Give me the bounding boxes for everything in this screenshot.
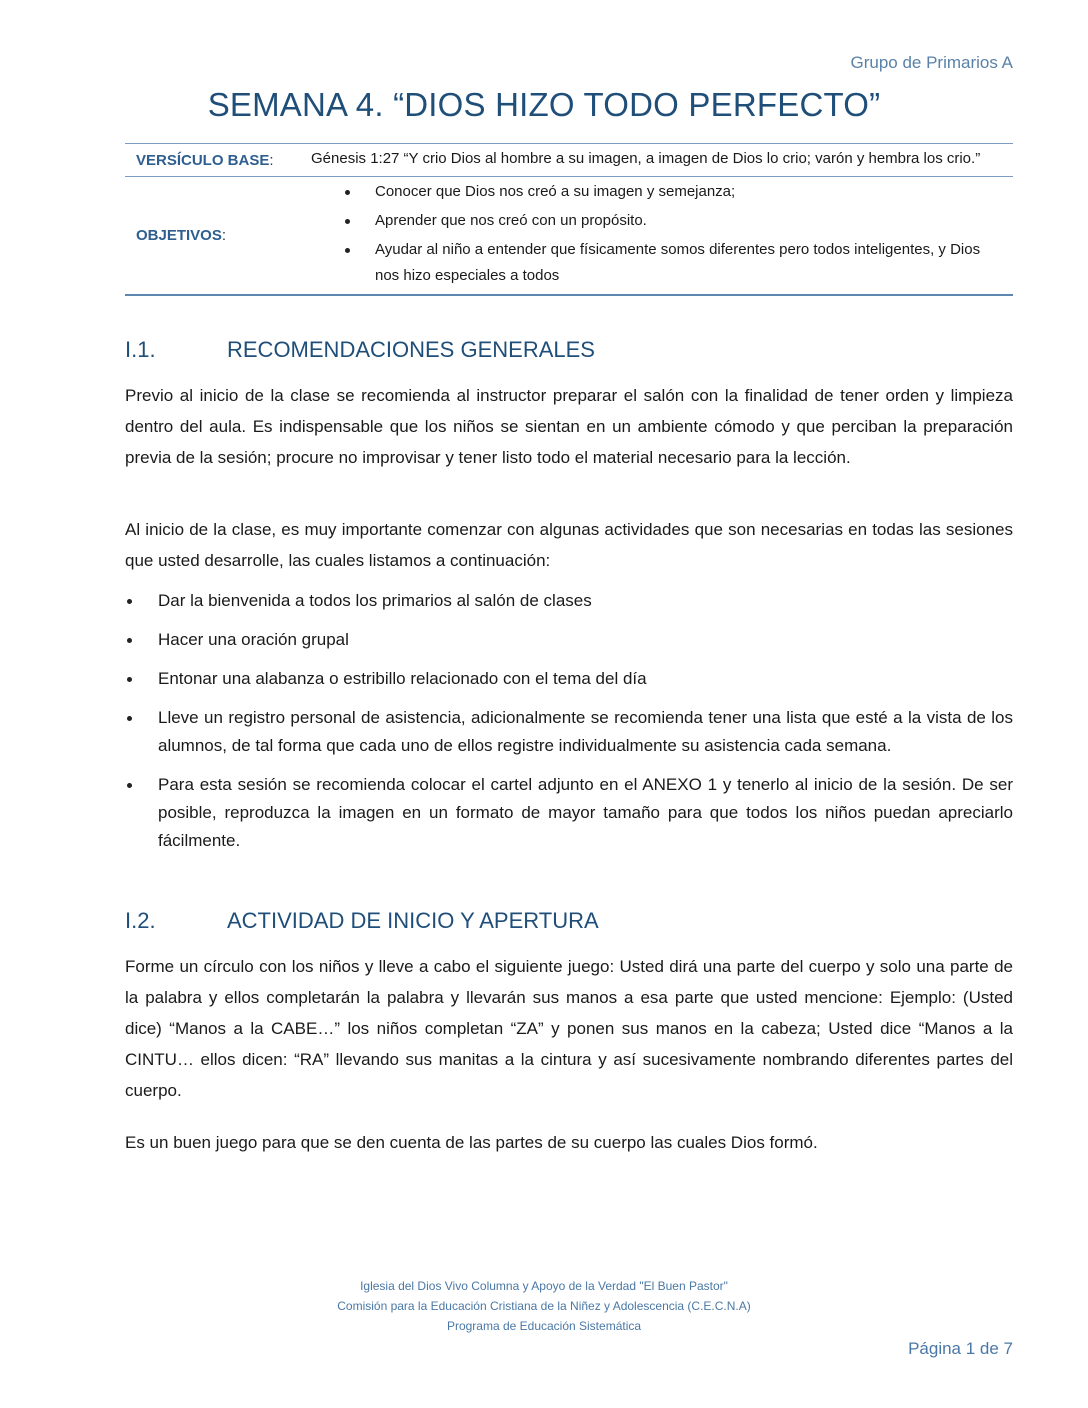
objective-item: [311, 208, 1005, 234]
footer-line3: Programa de Educación Sistemática: [446, 1319, 642, 1333]
footer-line2: Comisión para la Educación Cristiana de la Niñez y Adolescencia (C.E.C.N.A): [337, 1299, 751, 1313]
list-item-text: Lleve un registro personal de asistencia, adicionalmente se recomienda tener una lista que esté a la vista de los alumnos, de tal forma que cada uno de ellos registre individualmente su asistencia cada semana.: [158, 708, 1013, 755]
verse-row: [125, 144, 1013, 176]
list-item: [125, 665, 1013, 693]
section2-paragraph1: Forme un círculo con los niños y lleve a cabo el siguiente juego: Usted dirá una parte del cuerpo y solo una parte de la palabra y ellos completarán la palabra y llevarán sus manos a esa parte que usted mencione: Ejemplo: (Usted dice) “Manos a la CABE…” los niños completan “ZA” y ponen sus manos en la cabeza; Usted dice “Manos a la CINTU… ellos dicen: “RA” llevando sus manitas a la cintura y así sucesivamente nombrando diferentes partes del cuerpo.: [125, 957, 1013, 1100]
list-item: [125, 587, 1013, 615]
list-item-text: Para esta sesión se recomienda colocar el cartel adjunto en el ANEXO 1 y tenerlo al inicio de la sesión. De ser posible, reproduzca la imagen en un formato de mayor tamaño para que todos los niños puedan apreciarlo fácilmente.: [158, 775, 1013, 850]
list-item-text: Hacer una oración grupal: [158, 630, 349, 649]
objective-item: [311, 237, 1005, 289]
bullet-icon: [127, 677, 132, 682]
section1-paragraph2: Al inicio de la clase, es muy importante comenzar con algunas actividades que son necesarias en todas las sesiones que usted desarrolle, las cuales listamos a continuación:: [125, 520, 1013, 570]
objective-text: Ayudar al niño a entender que físicamente somos diferentes pero todos inteligentes, y Dios nos hizo especiales a todos: [375, 241, 981, 284]
objective-text: Aprender que nos creó con un propósito.: [375, 212, 647, 229]
bullet-icon: [127, 783, 132, 788]
footer: [0, 1276, 1088, 1336]
bullet-icon: [345, 248, 350, 253]
section1-bullet-list: [125, 587, 1013, 866]
objectives-row: [125, 176, 1013, 294]
footer-line1: Iglesia del Dios Vivo Columna y Apoyo de la Verdad "El Buen Pastor": [360, 1279, 728, 1293]
verse-label: VERSÍCULO BASE: [136, 151, 270, 169]
objectives-label-colon: :: [221, 227, 227, 244]
bullet-icon: [345, 190, 350, 195]
bullet-icon: [345, 219, 350, 224]
list-item: [125, 771, 1013, 855]
section1-number: I.1.: [125, 337, 156, 362]
list-item: [125, 704, 1013, 760]
section2-heading: [125, 908, 599, 934]
objectives-label-cell: [125, 177, 303, 294]
page-number: Página 1 de 7: [908, 1339, 1013, 1358]
section2-title: ACTIVIDAD DE INICIO Y APERTURA: [227, 908, 599, 933]
section2-paragraph2: Es un buen juego para que se den cuenta de las partes de su cuerpo las cuales Dios formó.: [125, 1133, 818, 1152]
info-table: [125, 143, 1013, 296]
objectives-list: [311, 179, 1005, 289]
group-header: Grupo de Primarios A: [850, 53, 1013, 72]
verse-text: Génesis 1:27 “Y crio Dios al hombre a su imagen, a imagen de Dios lo crio; varón y hembra los crio.”: [311, 150, 981, 167]
section2-number: I.2.: [125, 908, 156, 933]
list-item: [125, 626, 1013, 654]
page-title: SEMANA 4. “DIOS HIZO TODO PERFECTO”: [207, 86, 881, 123]
objective-text: Conocer que Dios nos creó a su imagen y semejanza;: [375, 183, 736, 200]
verse-label-colon: :: [269, 151, 274, 169]
bullet-icon: [127, 716, 132, 721]
objective-item: [311, 179, 1005, 205]
objectives-cell: [303, 177, 1013, 294]
section1-title: RECOMENDACIONES GENERALES: [227, 337, 595, 362]
verse-label-cell: [125, 144, 303, 176]
bullet-icon: [127, 599, 132, 604]
section1-heading: [125, 337, 595, 363]
list-item-text: Dar la bienvenida a todos los primarios al salón de clases: [158, 591, 592, 610]
objectives-label: OBJETIVOS: [136, 227, 222, 244]
section1-paragraph1: Previo al inicio de la clase se recomienda al instructor preparar el salón con la finalidad de tener orden y limpieza dentro del aula. Es indispensable que los niños se sientan en un ambiente cómodo y que perciban la preparación previa de la sesión; procure no improvisar y tener listo todo el material necesario para la lección.: [125, 386, 1013, 467]
bullet-icon: [127, 638, 132, 643]
list-item-text: Entonar una alabanza o estribillo relacionado con el tema del día: [158, 669, 647, 688]
